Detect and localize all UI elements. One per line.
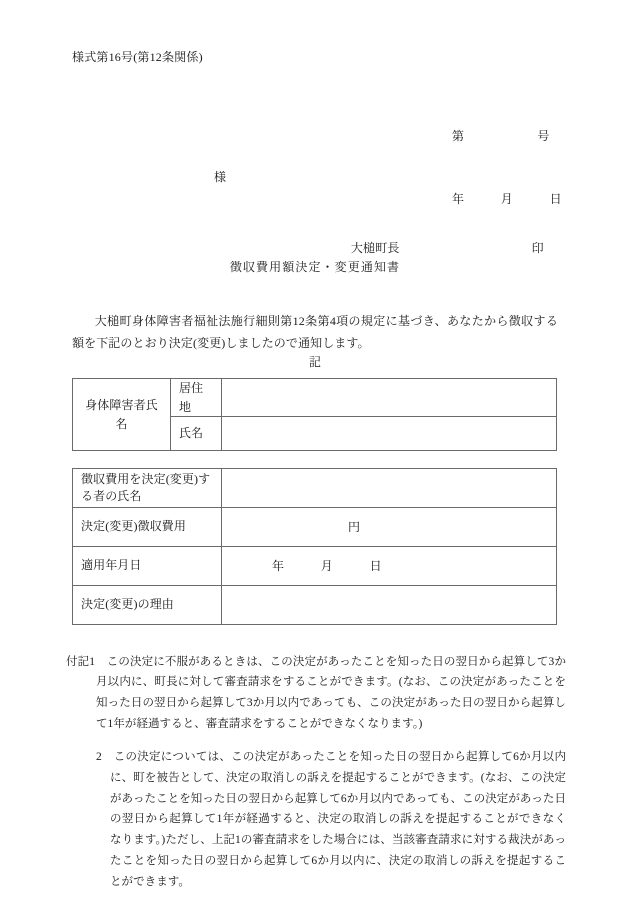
note-2-text: この決定については、この決定があったことを知った日の翌日から起算して6か月以内に、町を被告として、決定の取消しの訴えを提起することができます。(なお、この決定があったことを知った日の翌日から起算して6か月以内であっても、この決定があった日の翌日から起算して1年が経過すると、決定の取消しの訴えを提起することができなくなります。)ただし、上記1の審査請求をした場合には、当該審査請求に対する裁決があったことを知った日の翌日から起算して6か月以内に、決定の取消しの訴えを提起することができます。 [101,750,566,889]
residence-label: 居住地 [171,379,222,417]
payer-name-label: 徴収費用を決定(変更)す る者の氏名 [73,469,222,508]
table-row [73,508,557,547]
form-code: 様式第16号(第12条関係) [72,50,203,64]
notes-section [66,640,566,905]
person-name-header: 身体障害者氏名 [73,379,171,451]
person-info-table [72,378,557,451]
document-number-field[interactable]: 第 号 [452,129,550,144]
table-row [73,547,557,586]
effective-date-value: 年 月 日 [272,558,382,573]
note-item-1 [66,652,566,736]
table-row [73,469,557,508]
yen-unit: 円 [348,519,361,534]
payer-name-value[interactable] [222,469,557,508]
decided-amount-cell[interactable] [222,508,557,547]
effective-date-cell[interactable] [222,547,557,586]
decision-detail-table [72,468,557,625]
table-row [73,379,557,417]
residence-value[interactable] [222,379,557,417]
document-date-field[interactable]: 年 月 日 [452,191,562,206]
table-row [73,586,557,625]
name-label: 氏名 [171,417,222,451]
addressee-field[interactable]: 様 [214,170,227,184]
decision-reason-value[interactable] [222,586,557,625]
ki-mark: 記 [308,355,321,369]
note-1-label: 付記1 [66,655,96,668]
effective-date-label: 適用年月日 [73,547,222,586]
document-title: 徴収費用額決定・変更通知書 [229,260,401,274]
body-paragraph: 大槌町身体障害者福祉法施行細則第12条第4項の規定に基づき、あなたから徴収する額を下記のとおり決定(変更)しましたので通知します。 [72,314,558,351]
note-1-text: この決定に不服があるときは、この決定があったことを知った日の翌日から起算して3か月以内に、町長に対して審査請求をすることができます。(なお、この決定があったことを知った日の翌日から起算して3か月以内であっても、この決定があった日の翌日から起算して1年が経過すると、審査請求をすることができなくなります。) [95,655,566,731]
issuer-name: 大槌町長 [350,240,400,255]
note-item-2 [66,747,566,893]
name-value[interactable] [222,417,557,451]
note-2-label: 2 [96,750,102,763]
decision-reason-label: 決定(変更)の理由 [73,586,222,625]
seal-mark: 印 [531,240,544,255]
decided-amount-label: 決定(変更)徴収費用 [73,508,222,547]
